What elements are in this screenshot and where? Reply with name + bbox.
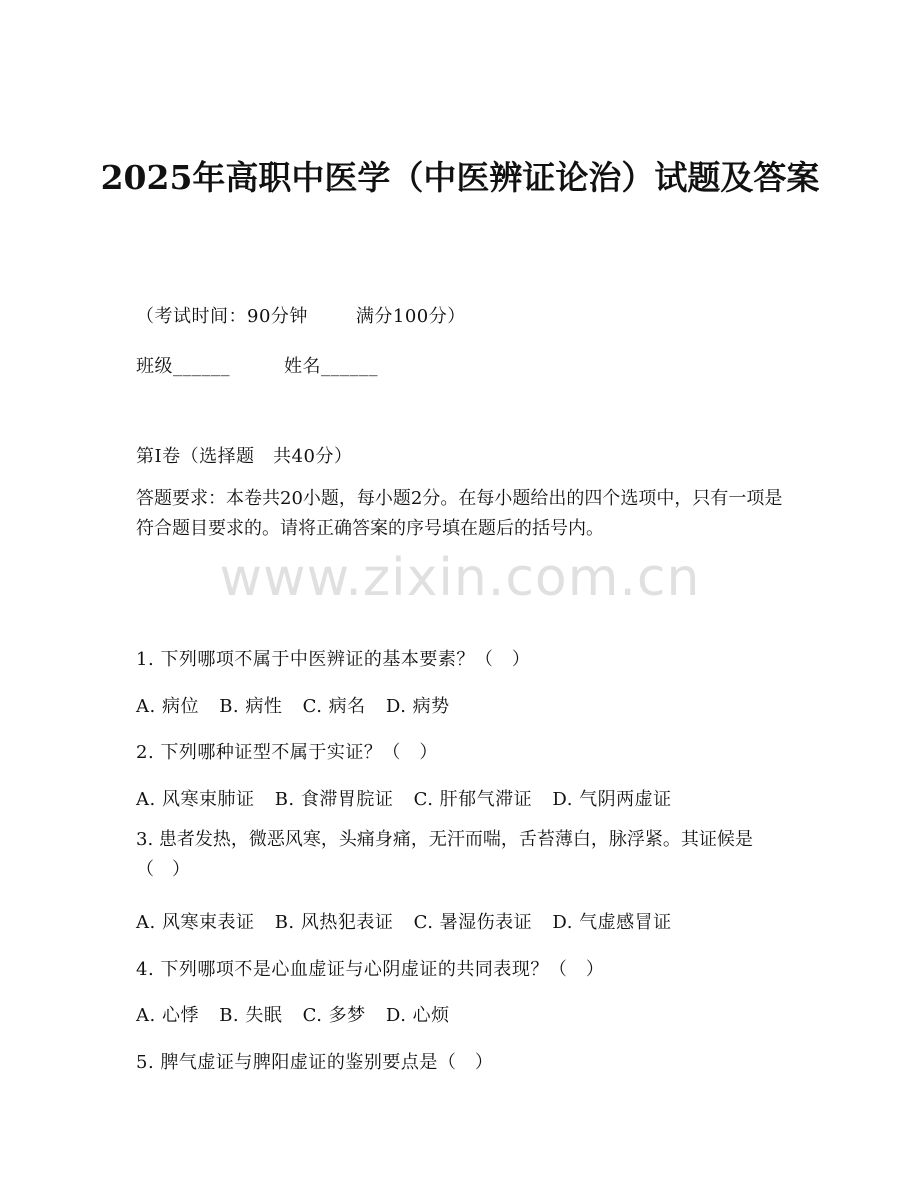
option-c: C. 病名	[302, 696, 366, 717]
student-fields	[136, 352, 378, 378]
section-instructions: 答题要求：本卷共20小题，每小题2分。在每小题给出的四个选项中，只有一项是符合题目要求的。请将正确答案的序号填在题后的括号内。	[136, 488, 783, 539]
option-d: D. 气虚感冒证	[552, 912, 672, 933]
option-c: C. 暑湿伤表证	[413, 912, 533, 933]
option-b: B. 风热犯表证	[274, 912, 394, 933]
exam-info	[136, 302, 466, 328]
exam-score: 满分100分）	[355, 306, 466, 327]
section-heading: 第I卷（选择题 共40分）	[136, 446, 353, 467]
question-1: 1. 下列哪项不属于中医辨证的基本要素？（ ）	[136, 649, 531, 670]
option-c: C. 多梦	[302, 1005, 366, 1026]
question-1-options	[136, 692, 464, 718]
option-d: D. 心烦	[385, 1005, 450, 1026]
question-4-options	[136, 1001, 464, 1027]
option-c: C. 肝郁气滞证	[413, 789, 533, 810]
question-3-options	[136, 908, 686, 934]
option-a: A. 病位	[136, 696, 199, 717]
option-b: B. 食滞胃脘证	[274, 789, 394, 810]
option-b: B. 失眠	[219, 1005, 283, 1026]
document-title: 2025年高职中医学（中医辨证论治）试题及答案	[100, 158, 820, 197]
option-a: A. 心悸	[136, 1005, 199, 1026]
question-3: 3. 患者发热，微恶风寒，头痛身痛，无汗而喘，舌苔薄白，脉浮紧。其证候是（ ）	[136, 829, 753, 880]
question-4: 4. 下列哪项不是心血虚证与心阴虚证的共同表现？（ ）	[136, 959, 605, 980]
question-2: 2. 下列哪种证型不属于实证？（ ）	[136, 742, 438, 763]
option-b: B. 病性	[219, 696, 283, 717]
name-field: 姓名______	[284, 356, 378, 377]
question-2-options	[136, 785, 686, 811]
option-d: D. 病势	[385, 696, 450, 717]
option-a: A. 风寒束表证	[136, 912, 255, 933]
option-d: D. 气阴两虚证	[552, 789, 672, 810]
watermark: www.zixin.com.cn	[219, 548, 701, 608]
exam-time: （考试时间：90分钟	[136, 306, 308, 327]
class-field: 班级______	[136, 356, 230, 377]
question-5: 5. 脾气虚证与脾阳虚证的鉴别要点是（ ）	[136, 1052, 494, 1073]
option-a: A. 风寒束肺证	[136, 789, 255, 810]
